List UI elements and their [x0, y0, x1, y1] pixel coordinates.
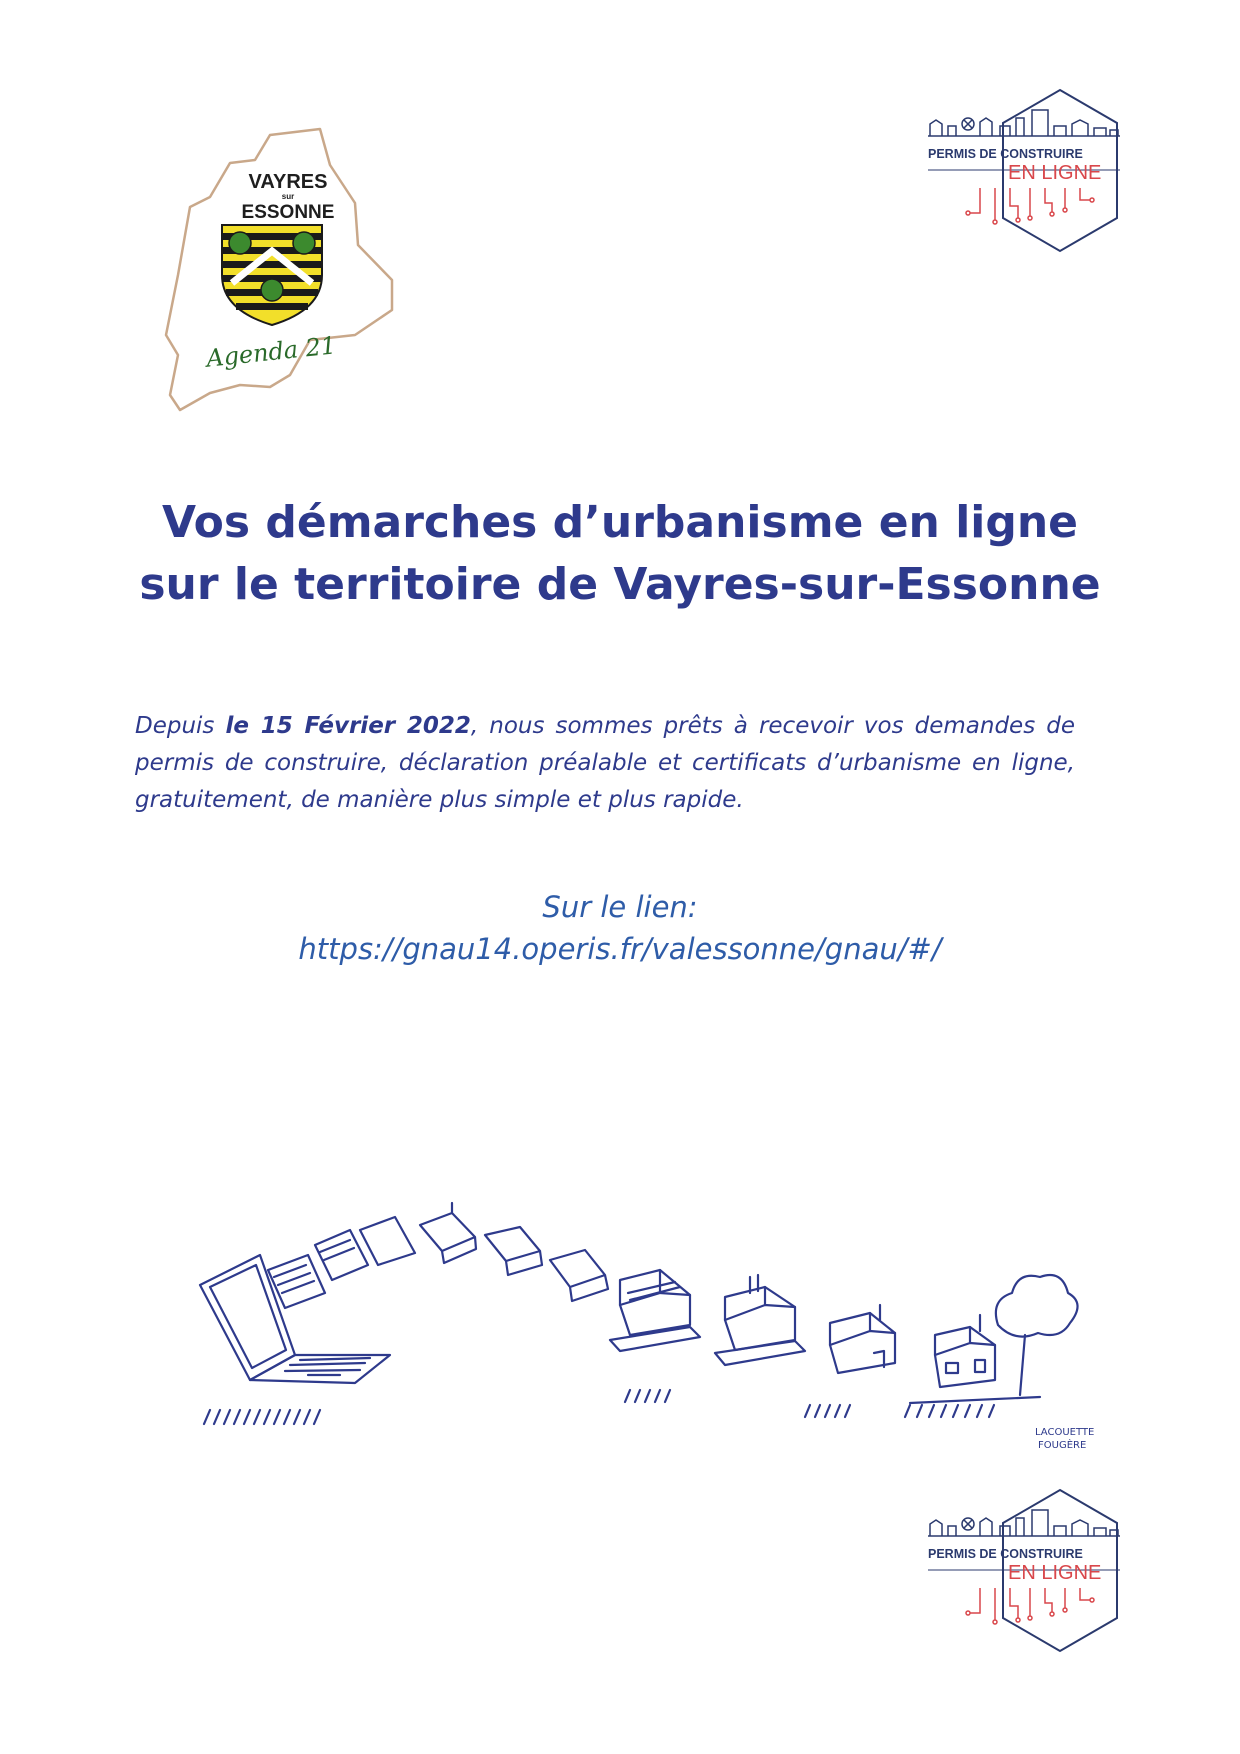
house-icon [935, 1315, 995, 1387]
intro-rest: , nous sommes prêts à recevoir vos demandes de permis de construire, déclaration préalable et certificats d’urbanisme en ligne, gratuitement, de manière plus simple et plus rapide. [135, 713, 1075, 813]
coat-of-arms-icon [222, 225, 322, 325]
link-label: Sur le lien: [542, 890, 698, 924]
title-line-2: sur le territoire de Vayres-sur-Essonne [139, 559, 1101, 610]
house-icon [715, 1275, 805, 1365]
title-line-1: Vos démarches d’urbanisme en ligne [161, 497, 1079, 548]
svg-text:ESSONNE: ESSONNE [241, 202, 335, 223]
vayres-agenda21-logo [160, 125, 400, 415]
house-icon [610, 1270, 700, 1351]
intro-lead: Depuis [135, 713, 226, 739]
circuit-icon [966, 188, 1094, 224]
circuit-icon [966, 1588, 1094, 1624]
laptop-to-houses-illustration [190, 1205, 1095, 1455]
laptop-icon [200, 1255, 390, 1383]
svg-text:FOUGÈRE: FOUGÈRE [1038, 1440, 1087, 1451]
svg-text:PERMIS DE CONSTRUIRE: PERMIS DE CONSTRUIRE [928, 1547, 1083, 1561]
permis-construire-logo [920, 88, 1135, 258]
svg-text:VAYRES: VAYRES [248, 171, 328, 193]
skyline-icon [928, 110, 1120, 136]
tree-icon [996, 1275, 1078, 1395]
skyline-icon [928, 1510, 1120, 1536]
svg-text:sur: sur [281, 192, 295, 201]
intro-paragraph [135, 708, 1075, 819]
permis-construire-logo-bottom [920, 1488, 1135, 1658]
svg-text:EN LIGNE: EN LIGNE [1008, 162, 1102, 184]
svg-text:EN LIGNE: EN LIGNE [1008, 1562, 1102, 1584]
link-url[interactable]: https://gnau14.operis.fr/valessonne/gnau/#/ [298, 932, 942, 966]
svg-text:PERMIS DE CONSTRUIRE: PERMIS DE CONSTRUIRE [928, 147, 1083, 161]
link-block [0, 886, 1240, 970]
document-icon [268, 1217, 415, 1308]
svg-text:LACOUETTE: LACOUETTE [1035, 1427, 1095, 1438]
house-icon [830, 1305, 895, 1373]
page-title [0, 492, 1240, 616]
svg-text:Agenda 21: Agenda 21 [204, 331, 338, 373]
start-date: le 15 Février 2022 [225, 713, 471, 739]
